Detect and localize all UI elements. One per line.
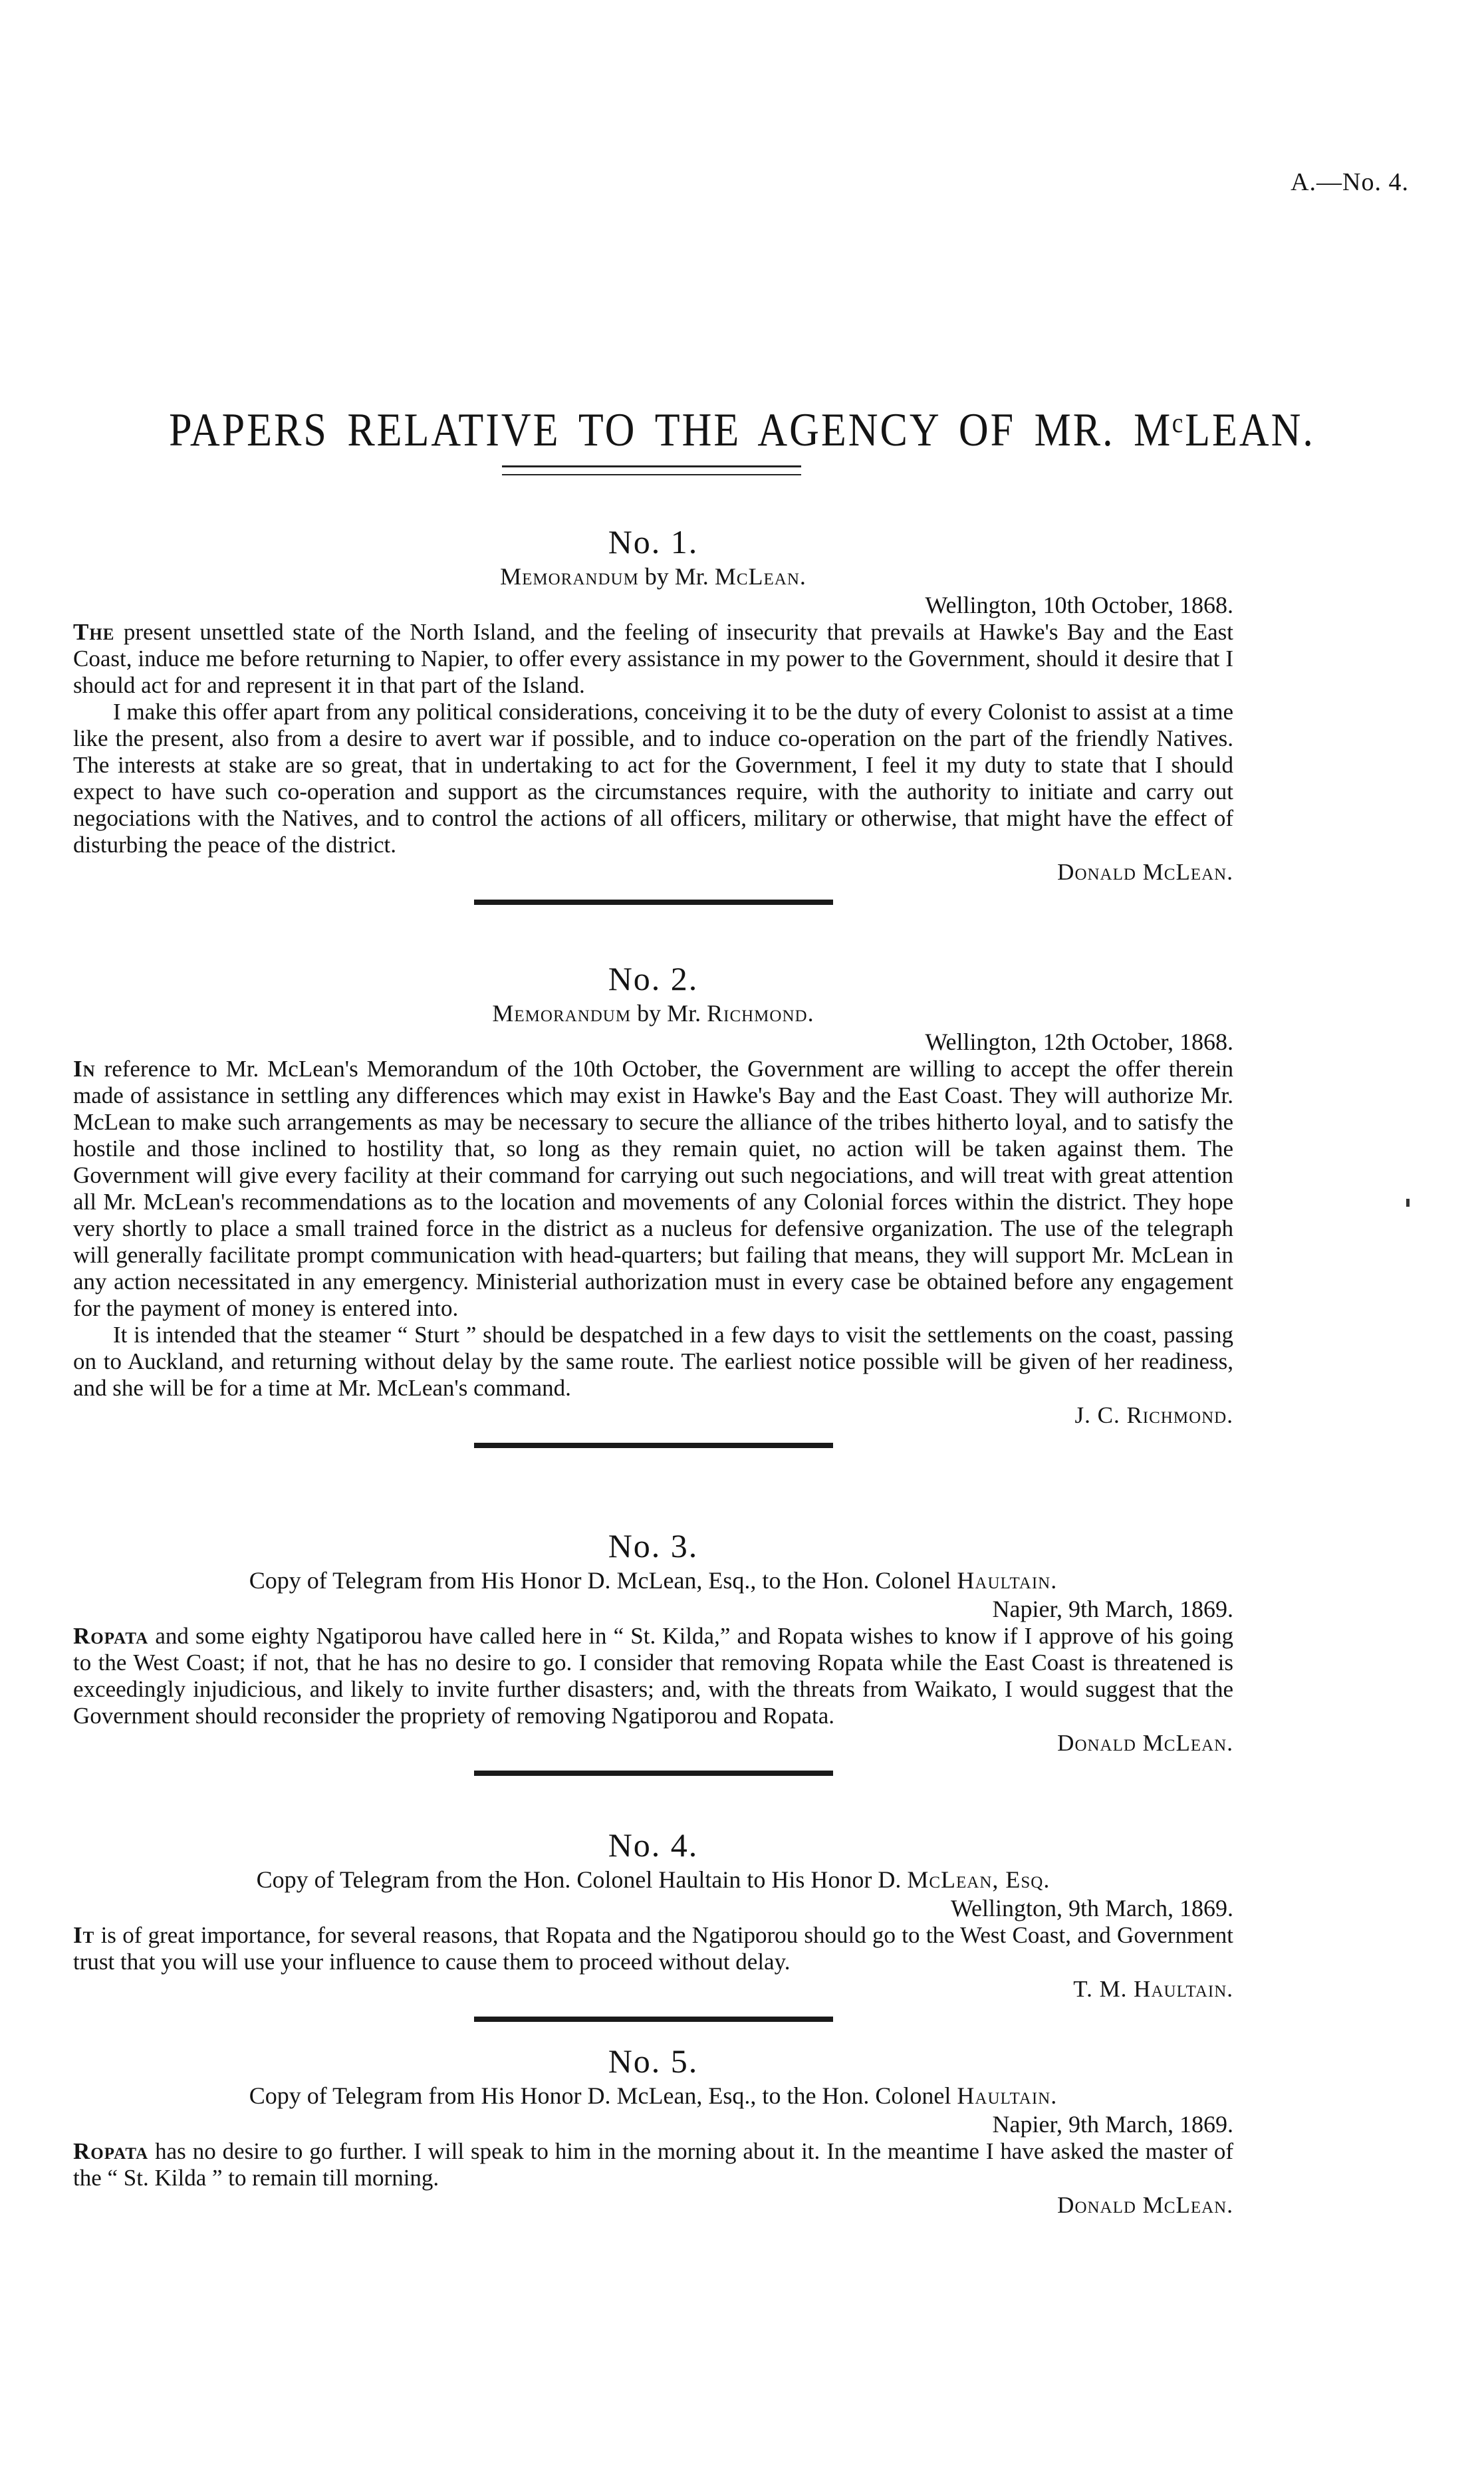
print-mark	[1406, 1199, 1410, 1207]
paragraph: The present unsettled state of the North Island, and the feeling of insecurity that prevails at Hawke's Bay and the East Coast, induce me before returning to Napier, to offer every assistance in my power to the Government, should it desire that I should act for and represent it in that part of the Island.	[73, 619, 1234, 698]
section-body	[73, 619, 1233, 858]
section-divider	[474, 1771, 833, 1776]
section-body	[73, 1623, 1233, 1729]
section-divider	[474, 2017, 833, 2022]
section-number: No. 2.	[608, 960, 699, 997]
section-divider	[474, 1443, 833, 1448]
dateline: Wellington, 9th March, 1869.	[950, 1895, 1233, 1921]
dateline: Wellington, 10th October, 1868.	[925, 592, 1233, 618]
paragraph: It is of great importance, for several reasons, that Ropata and the Ngatiporou should go to the West Coast, and Government trust that you will use your influence to cause them to proceed without delay.	[73, 1922, 1234, 1975]
section-heading: Copy of Telegram from His Honor D. McLean, Esq., to the Hon. Colonel Haultain.	[249, 2082, 1058, 2109]
paragraph: In reference to Mr. McLean's Memorandum of the 10th October, the Government are willing to accept the offer therein made of assistance in settling any differences which may exist in Hawke's Bay and the East Coast. They will authorize Mr. McLean to make such arrangements as may be necessary to secure the alliance of the tribes hitherto loyal, and to satisfy the hostile and those inclined to hostility that, so long as they remain quiet, no action will be taken against them. The Government will give every facility at their command for carrying out such negociations, and will treat with great attention all Mr. McLean's recommendations as to the location and movements of any Colonial forces within the district. They hope very shortly to place a small trained force in the district as a nucleus for defensive organization. The use of the telegraph will generally facilitate prompt communication with head-quarters; but failing that means, they will support Mr. McLean in any action necessitated in any emergency. Ministerial authorization must in every case be obtained before any engagement for the payment of money is entered into.	[73, 1056, 1233, 1321]
signature: Donald McLean.	[1057, 2192, 1233, 2218]
section-heading: Copy of Telegram from the Hon. Colonel Haultain to His Honor D. McLean, Esq.	[256, 1866, 1051, 1893]
section-heading: Memorandum by Mr. Richmond.	[492, 1000, 814, 1027]
signature: T. M. Haultain.	[1073, 1976, 1233, 2002]
title-divider	[502, 465, 801, 467]
dateline: Wellington, 12th October, 1868.	[925, 1029, 1233, 1055]
section-number: No. 1.	[608, 523, 699, 560]
section-heading: Memorandum by Mr. McLean.	[500, 563, 806, 590]
section-number: No. 4.	[608, 1826, 699, 1864]
paragraph: I make this offer apart from any political considerations, conceiving it to be the duty of every Colonist to assist at a time like the present, also from a desire to avert war if possible, and to induce co-operation on the part of the friendly Natives. The interests at stake are so great, that in undertaking to act for the Government, I feel it my duty to state that I should expect to have such co-operation and support as the circumstances require, with the authority to initiate and carry out negociations with the Natives, and to control the actions of all officers, military or otherwise, that might have the effect of disturbing the peace of the district.	[73, 699, 1233, 858]
section-no-2	[73, 959, 1233, 1448]
section-no-3	[73, 1526, 1233, 1776]
section-number: No. 5.	[608, 2042, 699, 2080]
section-no-5	[73, 2041, 1233, 2219]
section-divider	[474, 900, 833, 905]
signature: Donald McLean.	[1057, 859, 1233, 885]
section-heading: Copy of Telegram from His Honor D. McLean, Esq., to the Hon. Colonel Haultain.	[249, 1567, 1058, 1594]
signature: Donald McLean.	[1057, 1730, 1233, 1756]
dateline: Napier, 9th March, 1869.	[992, 2111, 1233, 2138]
section-number: No. 3.	[608, 1527, 699, 1564]
section-no-1	[73, 522, 1233, 905]
paragraph: It is intended that the steamer “ Sturt ” should be despatched in a few days to visit the settlements on the coast, passing on to Auckland, and returning without delay by the same route. The earliest notice possible will be given of her readiness, and she will be for a time at Mr. McLean's command.	[73, 1322, 1233, 1401]
dateline: Napier, 9th March, 1869.	[992, 1596, 1233, 1622]
paragraph: Ropata and some eighty Ngatiporou have called here in “ St. Kilda,” and Ropata wishes to know if I approve of his going to the West Coast; if not, that he has no desire to go. I consider that removing Ropata while the East Coast is threatened is exceedingly injudicious, and likely to invite further disasters; and, with the threats from Waikato, I would suggest that the Government should reconsider the propriety of removing Ngatiporou and Ropata.	[73, 1623, 1234, 1729]
section-body	[73, 1922, 1233, 1975]
section-no-4	[73, 1825, 1233, 2022]
section-body	[73, 2138, 1233, 2191]
page-title: PAPERS RELATIVE TO THE AGENCY OF MR. MᶜLEAN.	[169, 404, 1315, 456]
signature: J. C. Richmond.	[1074, 1402, 1233, 1428]
document-reference: A.—No. 4.	[1291, 168, 1409, 196]
section-body	[73, 1056, 1233, 1402]
paragraph: Ropata has no desire to go further. I will speak to him in the morning about it. In the meantime I have asked the master of the “ St. Kilda ” to remain till morning.	[73, 2138, 1234, 2191]
